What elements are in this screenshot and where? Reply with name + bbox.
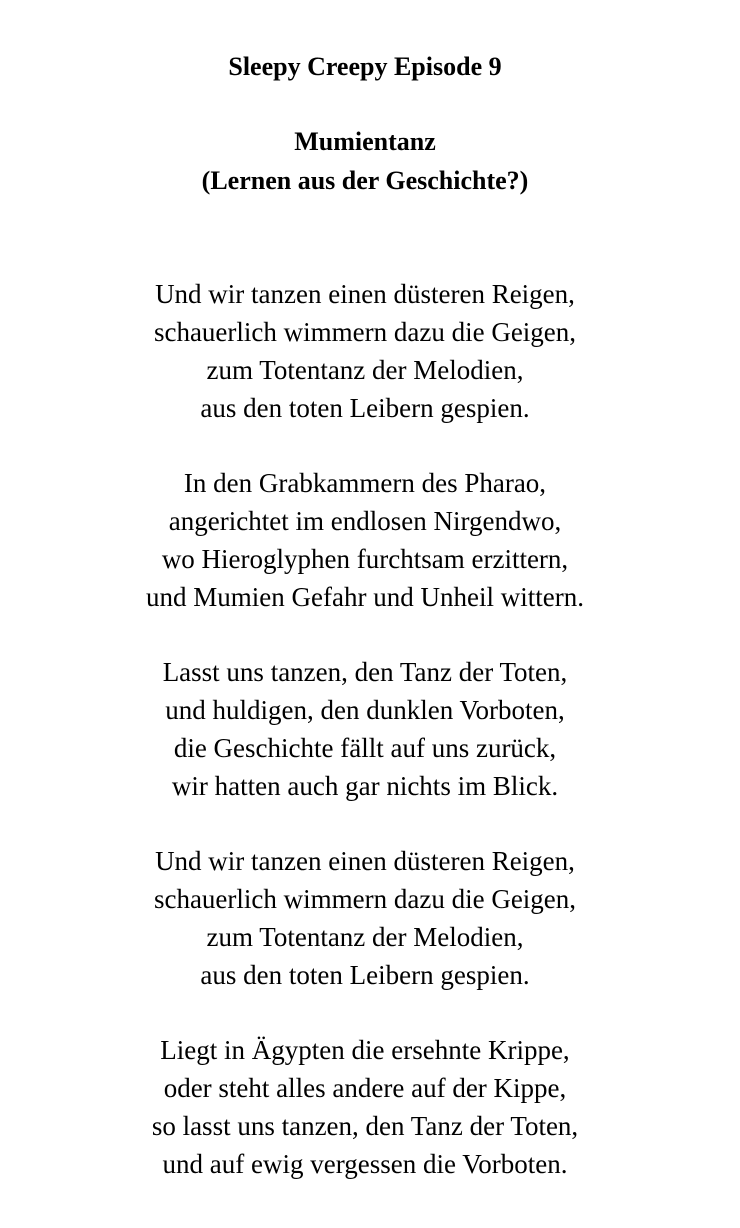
verse-line: so lasst uns tanzen, den Tanz der Toten, — [151, 1111, 579, 1141]
verse-line: und huldigen, den dunklen Vorboten, — [165, 695, 565, 725]
verse-line: zum Totentanz der Melodien, — [206, 922, 524, 952]
verse-line: die Geschichte fällt auf uns zurück, — [173, 733, 557, 763]
verse-line: schauerlich wimmern dazu die Geigen, — [153, 317, 577, 347]
verse-line: und auf ewig vergessen die Vorboten. — [162, 1149, 568, 1179]
verse-line: angerichtet im endlosen Nirgendwo, — [168, 506, 562, 536]
verse-line: In den Grabkammern des Pharao, — [183, 468, 547, 498]
verse-line: zum Totentanz der Melodien, — [206, 355, 524, 385]
verse-line: wir hatten auch gar nichts im Blick. — [171, 771, 559, 801]
verse-line: aus den toten Leibern gespien. — [200, 960, 530, 990]
document-heading: Sleepy Creepy Episode 9 — [228, 52, 502, 81]
poem-title: Mumientanz — [294, 127, 436, 156]
verse-line: wo Hieroglyphen furchtsam erzittern, — [161, 544, 569, 574]
verse-line: Und wir tanzen einen düsteren Reigen, — [155, 846, 575, 876]
verse-line: schauerlich wimmern dazu die Geigen, — [153, 884, 577, 914]
verse-line: und Mumien Gefahr und Unheil wittern. — [146, 582, 584, 612]
poem-subtitle: (Lernen aus der Geschichte?) — [201, 166, 529, 195]
verse-line: Lasst uns tanzen, den Tanz der Toten, — [162, 657, 568, 687]
verse-line: aus den toten Leibern gespien. — [200, 393, 530, 423]
verse-line: oder steht alles andere auf der Kippe, — [163, 1073, 567, 1103]
verse-line: Liegt in Ägypten die ersehnte Krippe, — [160, 1035, 570, 1065]
verse-line: Und wir tanzen einen düsteren Reigen, — [155, 279, 575, 309]
